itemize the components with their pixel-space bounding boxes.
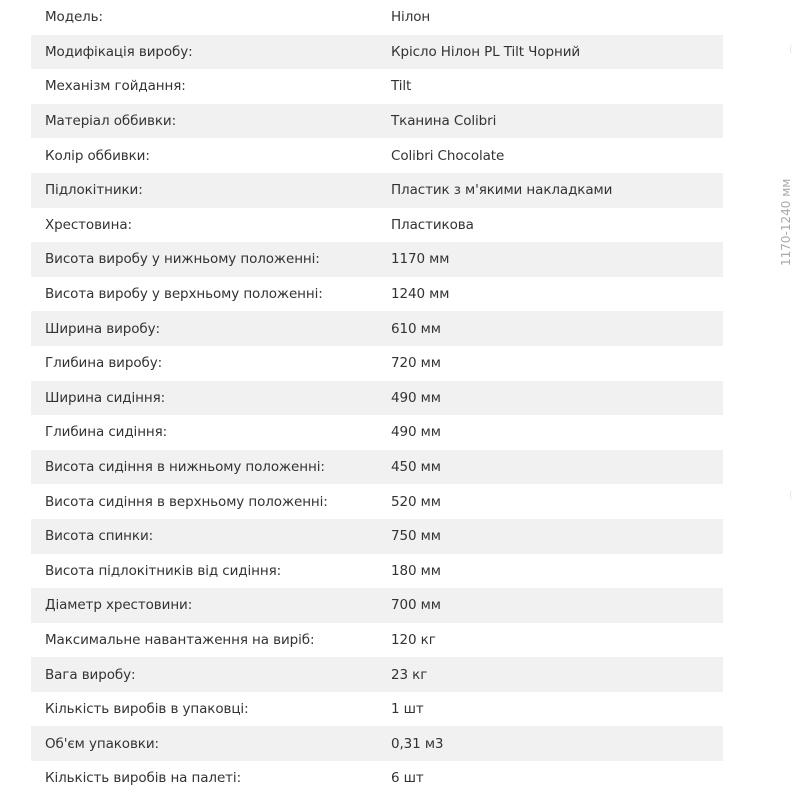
spec-value: 490 мм <box>391 389 441 406</box>
spec-value: 1240 мм <box>391 286 450 303</box>
spec-row-mechanism <box>31 69 723 104</box>
spec-label: Висота спинки: <box>45 528 154 545</box>
spec-label: Підлокітники: <box>45 182 143 199</box>
spec-row-backrest-height <box>31 519 723 554</box>
spec-label: Висота виробу у нижньому положенні: <box>45 251 320 268</box>
spec-row-modification <box>31 35 723 70</box>
spec-value: Нілон <box>391 9 431 26</box>
spec-label: Висота виробу у верхньому положенні: <box>45 286 323 303</box>
spec-value: 450 мм <box>391 459 441 476</box>
spec-value: 490 мм <box>391 424 441 441</box>
spec-label: Ширина сидіння: <box>45 389 166 406</box>
spec-value: Пластик з м'якими накладками <box>391 182 613 199</box>
spec-row-height-lower <box>31 242 723 277</box>
spec-value: Тканина Colibri <box>391 113 497 130</box>
spec-label: Модифікація виробу: <box>45 43 193 60</box>
spec-row-height-upper <box>31 277 723 312</box>
spec-label: Глибина виробу: <box>45 355 163 372</box>
spec-row-armrest-height <box>31 554 723 589</box>
spec-label: Кількість виробів в упаковці: <box>45 701 249 718</box>
spec-label: Модель: <box>45 9 103 26</box>
spec-label: Вага виробу: <box>45 666 136 683</box>
spec-label: Висота сидіння в нижньому положенні: <box>45 459 325 476</box>
spec-label: Висота сидіння в верхньому положенні: <box>45 493 328 510</box>
spec-row-base-diameter <box>31 588 723 623</box>
spec-label: Максимальне навантаження на виріб: <box>45 631 315 648</box>
spec-label: Матеріал оббивки: <box>45 113 177 130</box>
spec-value: 720 мм <box>391 355 441 372</box>
spec-label: Висота підлокітників від сидіння: <box>45 562 282 579</box>
spec-row-max-load <box>31 623 723 658</box>
spec-row-armrests <box>31 173 723 208</box>
spec-value: Tilt <box>391 78 412 95</box>
spec-value: Colibri Chocolate <box>391 147 505 164</box>
spec-value: 180 мм <box>391 562 441 579</box>
spec-row-items-per-package <box>31 692 723 727</box>
spec-row-depth <box>31 346 723 381</box>
spec-row-seat-height-lower <box>31 450 723 485</box>
spec-row-seat-height-upper <box>31 484 723 519</box>
spec-value: 0,31 м3 <box>391 735 444 752</box>
image-edge-mark <box>790 44 797 54</box>
spec-value: 1 шт <box>391 701 424 718</box>
spec-label: Хрестовина: <box>45 216 132 233</box>
spec-value: 6 шт <box>391 770 424 787</box>
spec-label: Ширина виробу: <box>45 320 160 337</box>
spec-value: 610 мм <box>391 320 441 337</box>
spec-row-base <box>31 208 723 243</box>
spec-row-package-volume <box>31 726 723 761</box>
specifications-table <box>31 0 723 796</box>
spec-label: Кількість виробів на палеті: <box>45 770 242 787</box>
spec-label: Діаметр хрестовини: <box>45 597 193 614</box>
spec-value: 520 мм <box>391 493 441 510</box>
spec-label: Об'єм упаковки: <box>45 735 159 752</box>
dimension-label: 1170-1240 мм <box>779 178 793 266</box>
spec-value: Пластикова <box>391 216 474 233</box>
spec-row-width <box>31 311 723 346</box>
spec-label: Колір оббивки: <box>45 147 150 164</box>
spec-row-upholstery-color <box>31 138 723 173</box>
spec-row-model <box>31 0 723 35</box>
spec-row-weight <box>31 657 723 692</box>
spec-label: Глибина сидіння: <box>45 424 168 441</box>
spec-row-upholstery-material <box>31 104 723 139</box>
spec-value: 750 мм <box>391 528 441 545</box>
image-edge-mark <box>790 490 797 500</box>
dimension-annotation <box>779 166 795 266</box>
spec-value: 120 кг <box>391 631 436 648</box>
spec-value: Крісло Нілон PL Tilt Чорний <box>391 43 581 60</box>
spec-value: 700 мм <box>391 597 441 614</box>
spec-row-seat-depth <box>31 415 723 450</box>
spec-label: Механізм гойдання: <box>45 78 186 95</box>
spec-value: 1170 мм <box>391 251 450 268</box>
spec-value: 23 кг <box>391 666 428 683</box>
spec-row-seat-width <box>31 381 723 416</box>
spec-row-items-per-pallet <box>31 761 723 796</box>
